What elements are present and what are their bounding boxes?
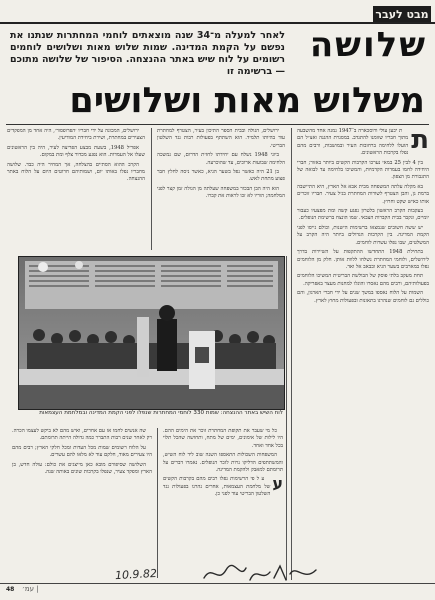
paragraph: בן 21 היה כאשר נפל בשער הגיא, כאשר ניסה לחלץ חבר פצוע מתחת לאש. bbox=[157, 169, 285, 183]
column-divider bbox=[291, 128, 292, 580]
column-left bbox=[7, 128, 145, 250]
paragraph: על הלוח רשומים שמות מכל העדות ומכל חלקי הארץ; רבים מהם היו צעירים מאוד, חלקם עוד לא מלאו להם עשרים. bbox=[12, 444, 152, 459]
column-divider bbox=[157, 428, 158, 578]
paragraph: כל מי שעבר את תקופת המחתרת זוכר את הימים ההם. היו לילות של אימונים, ימים של מתח, ותחושה שהכל תלוי בכל אחד ואחד. bbox=[163, 428, 283, 449]
paragraph: השמות על הלוח נאספו במשך שנים על ידי חברי הארגון, והם כוללים גם לוחמים שנהרגו בתאונות ובפעולות מחוץ לארץ. bbox=[297, 290, 429, 304]
handwritten-date: 10.9.82 bbox=[114, 566, 158, 583]
column-lower-middle bbox=[163, 428, 283, 578]
paragraph: בין 4 לבין 25 במאי נערכו הקרבות הקשים ביותר באזור; חברי היחידה לחמו בעמדות הקדמיות, והמשיכו בלחימה עד לבואה של התגבורת מן הצפון. bbox=[297, 159, 429, 181]
footer-rule bbox=[0, 583, 435, 584]
photo-image bbox=[19, 257, 284, 409]
column-divider bbox=[151, 128, 152, 250]
paragraph: תחת מעקב בלתי פוסק של הבולשת הבריטית המשיכו הלוחמים בפעולותיהם, ורבים מהם נאסרו והוגלו למחנות מעצר באפריקה. bbox=[297, 273, 429, 287]
paragraph: הקרב ההוא הסתיים בהצלחה, אך המחיר היה כבד. שלושה מחבריו נפלו באותו יום, ושמותיהם חרוטים היום על הלוח באתר ההנצחה. bbox=[7, 161, 145, 183]
paragraph: המשפחות השכולות התאספו השנה שוב ליד לוח השיש, והמשתתפים הדליקו נרות לזכר הנופלים. נאמרו דברים על תרומתם למאבק ולהקמת המדינה. bbox=[163, 452, 283, 474]
page-number: 48 bbox=[6, 586, 15, 593]
paragraph: השלושה שסיפורם מובא כאן מייצגים את כולם: עולה חדש, בן הארץ ומפקד צעיר, שנפלו בקרבות שונים באותה שנה. bbox=[12, 461, 152, 476]
paragraph: ירושלים, המכונה על ידי חבריו ׳הפרופסור׳, היה אחד מן המפקדים הצעירים במחתרת, ושירת ביחידת המודיעין. bbox=[7, 128, 145, 142]
paragraph: ת יכען עולי ורוסכארה ב־1947 נמנה אחד מהשבעה מתוך חבריו שזומנו להתנדב. במסגרת ההגנה ואצ״ל הם הועלו ללחימה ברחובות העיר ובמושבות, ורבים מהם נפלו בקרבות הראשונים. bbox=[297, 128, 409, 157]
publication-mark: | עמ׳ bbox=[22, 585, 39, 593]
paragraph: הוא היה הבן הבכור במשפחה שעלתה מן הגולה זמן קצר לפני המלחמה; הוריו לא זכו לראות את קברו. bbox=[157, 185, 285, 200]
paragraph: ע ל פי הרשימות נפלו רבים מהם בקרבות הקשים של מלחמת העצמאות, אחרים נהרגו בפעולות נגד השלטון הבריטי עוד לפני כן. bbox=[163, 476, 271, 498]
column-right bbox=[297, 128, 429, 580]
memorial-photo bbox=[18, 256, 285, 410]
top-rule bbox=[0, 22, 435, 24]
headline-main: משלוש מאות ושלושים bbox=[69, 81, 425, 121]
column-divider bbox=[286, 256, 287, 580]
paragraph: בתחילת 1948 התחדשו ההתקפות על השיירות בדרך לירושלים, ולוחמי המחתרת נשלחו ללוות אותן. חלק מן הלוחמים נפלו במארבים בשער הגיא ובבאב אל ואד. bbox=[297, 249, 429, 270]
headline-top: שלושה bbox=[309, 25, 427, 65]
paragraph: יש ששה חשובים שנמצאו ברשימות הישנות, וכולם גייסו לפני הקמת המדינה. בין הקרבות הגדולים ביותר היה הקרב על המשלטים, שבו נפלו עשרות לוחמים. bbox=[297, 224, 429, 246]
dropcap: ת bbox=[411, 128, 429, 155]
paragraph: בא מקלה עלתה המשפחה מבית אבא אל הארץ, היא התיישבה ברמת גן, והבן הצטרף לשורות המחתרת בגיל צעיר. חבריו זוכרים אותו כאיש שקט וחרוץ. bbox=[297, 183, 429, 205]
headline-rule bbox=[6, 124, 429, 125]
section-tab: מבט לעבר bbox=[373, 6, 431, 24]
paragraph: אפריל 1948, בשעת מבצע הפריצה לעיר, היה בין הראשונים שעלו אל העמדות. הוא נפגע מכדור צלף ומת במקום. bbox=[7, 144, 145, 159]
column-middle bbox=[157, 128, 285, 250]
paragraph: ביוני 1948 נשלח עם יחידתו לחזית הדרום, שם נמשכה הלחימה שבועות ארוכים, עד שהוכרעה. bbox=[157, 152, 285, 166]
paragraph: בעקבות הקרב הראשון בלטרון נפגע קשה ומת מפצעיו כעבור יומיים, ונקבר בבית הקברות הצבאי. שמו הונצח ברשימת הנופלים. bbox=[297, 208, 429, 222]
paragraph: שה אנשים לחמו אז עם אחרים, ואיש מהם לא ביקש לעצמו הכרה. רק לאחר שנים רבות התברר כמה גדולה הייתה תרומתם. bbox=[12, 428, 152, 442]
column-lower-left bbox=[12, 428, 152, 563]
subhead: לאחר למעלה מ־34 שנה מוצאתים לוחמי המחתרות שנתנו את נפשם על הקמת המדינה. שמות שלוש מאות ושלושים לוחמים רשומים על לוח שיש באתר ההנצחה. הסיפור של שלושה מתוכם — ברשימה זו bbox=[10, 30, 285, 77]
dropcap: ע bbox=[272, 474, 283, 494]
photo-caption: לוח השיש באתר ההנצחה: שמות 330 לוחמי המחתרות שנפלו לפני הקמת המדינה ובמלחמת העצמאות bbox=[39, 410, 283, 416]
paragraph: ירושלים, הגולה ובבית הספר התיכון בעיר, הצטרף למחתרת עוד בהיותו תלמיד. הוא השתתף בפעולות רבות נגד השלטון הבריטי. bbox=[157, 128, 285, 149]
